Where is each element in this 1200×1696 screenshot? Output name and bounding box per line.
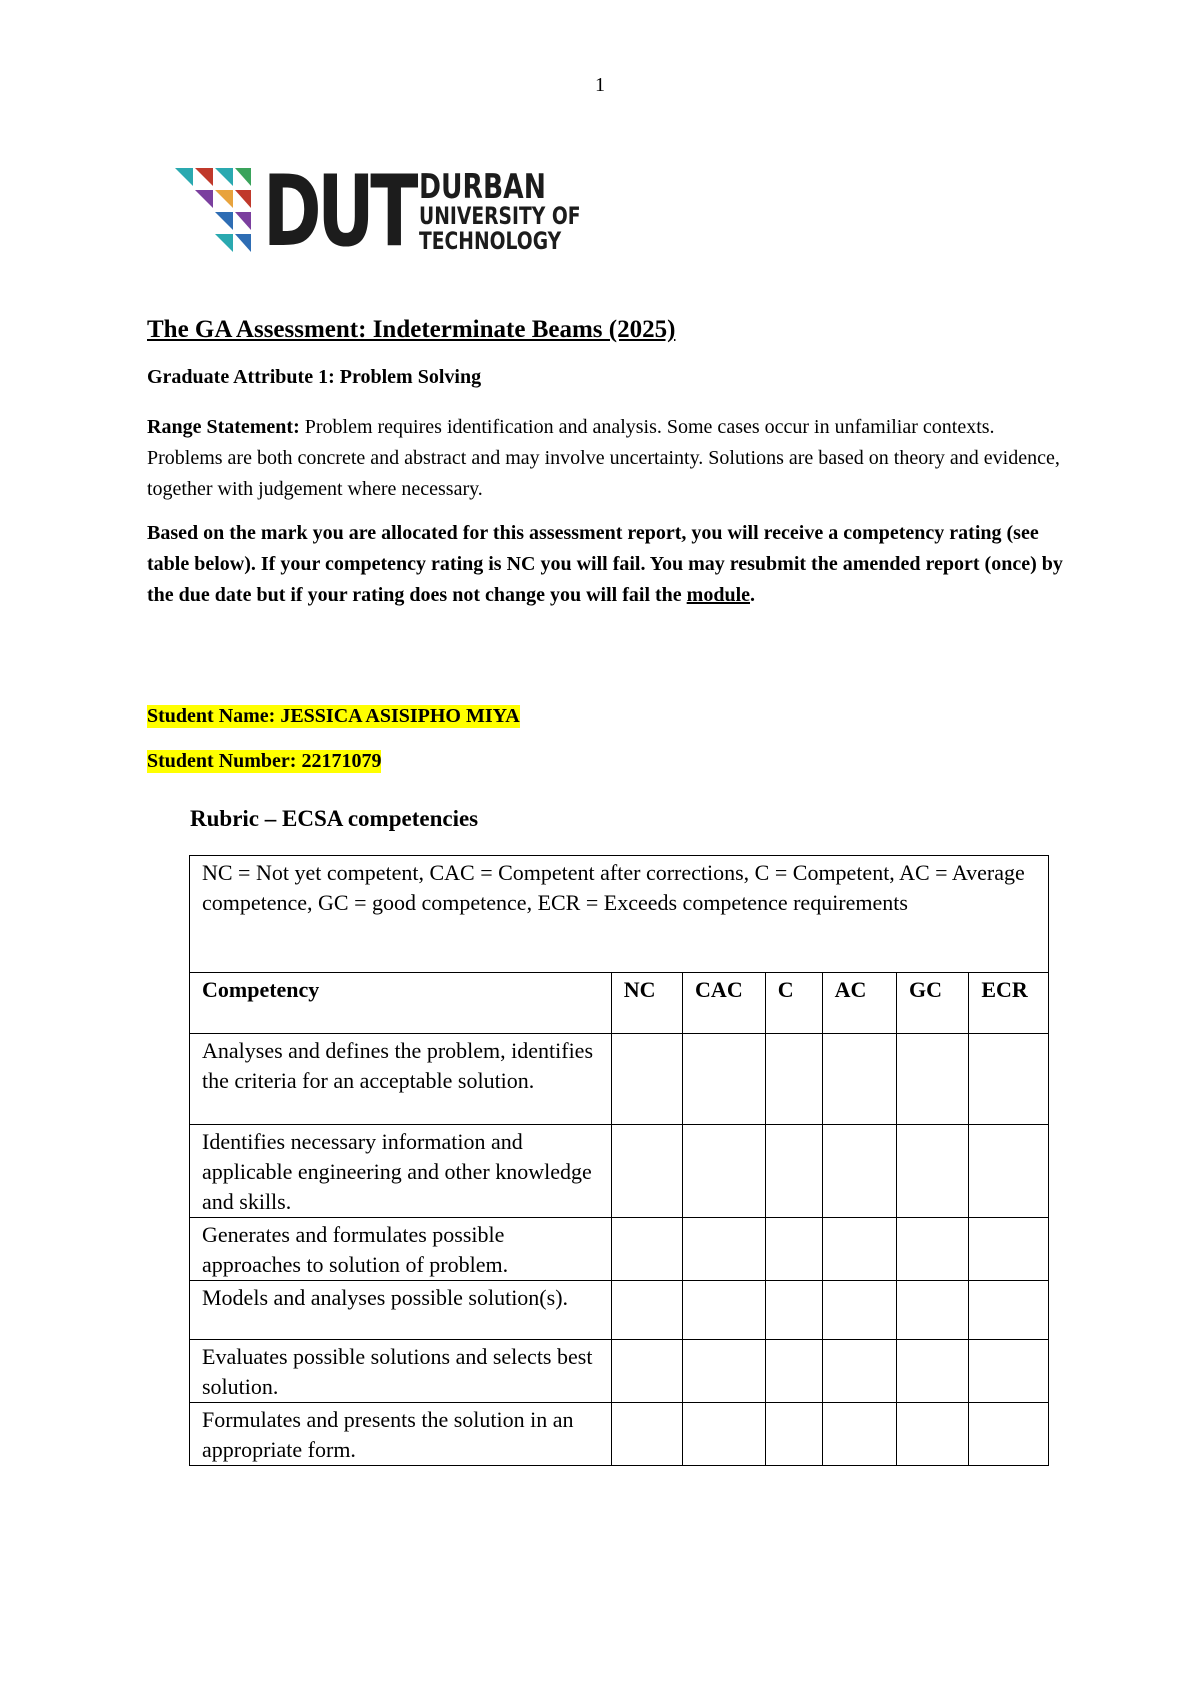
table-row <box>190 1403 1049 1466</box>
logo-mark: DUT <box>263 155 415 269</box>
rating-cell-ecr[interactable] <box>969 1034 1049 1125</box>
rating-cell-c[interactable] <box>765 1125 822 1218</box>
competency-cell: Generates and formulates possible approaches to solution of problem. <box>190 1218 612 1281</box>
rating-cell-nc[interactable] <box>611 1340 682 1403</box>
rubric-table <box>189 855 1049 1466</box>
column-header-nc: NC <box>611 973 682 1034</box>
range-statement-label: Range Statement: <box>147 416 300 438</box>
table-row <box>190 1218 1049 1281</box>
rating-cell-ecr[interactable] <box>969 1403 1049 1466</box>
table-row <box>190 1340 1049 1403</box>
logo-line-1: DURBAN <box>419 167 546 207</box>
rating-cell-gc[interactable] <box>897 1281 969 1340</box>
column-header-ac: AC <box>822 973 896 1034</box>
competency-cell: Analyses and defines the problem, identifies the criteria for an acceptable solution. <box>190 1034 612 1125</box>
student-name: Student Name: JESSICA ASISIPHO MIYA <box>147 705 520 727</box>
column-header-gc: GC <box>897 973 969 1034</box>
rating-cell-cac[interactable] <box>683 1403 766 1466</box>
range-statement <box>147 412 1067 505</box>
rating-cell-c[interactable] <box>765 1403 822 1466</box>
rating-cell-cac[interactable] <box>683 1218 766 1281</box>
rating-cell-nc[interactable] <box>611 1403 682 1466</box>
assessment-notice <box>147 518 1067 611</box>
logo-line-2: UNIVERSITY OF <box>419 202 581 230</box>
competency-cell: Models and analyses possible solution(s). <box>190 1281 612 1340</box>
rubric-heading: Rubric – ECSA competencies <box>190 806 479 831</box>
rating-cell-c[interactable] <box>765 1281 822 1340</box>
rating-cell-c[interactable] <box>765 1340 822 1403</box>
table-row <box>190 1125 1049 1218</box>
logo-wordmark <box>419 167 581 255</box>
document-title: The GA Assessment: Indeterminate Beams (2025) <box>147 316 676 343</box>
rating-cell-c[interactable] <box>765 1218 822 1281</box>
graduate-attribute: Graduate Attribute 1: Problem Solving <box>147 366 482 388</box>
rating-cell-ecr[interactable] <box>969 1218 1049 1281</box>
column-header-competency: Competency <box>190 973 612 1034</box>
column-header-c: C <box>765 973 822 1034</box>
rating-cell-ac[interactable] <box>822 1034 896 1125</box>
range-statement-text: Problem requires identification and analysis. Some cases occur in unfamiliar contexts. Problems are both concrete and abstract and may involve uncertainty. Solutions are based on theory and evidence, together with judgement where necessary. <box>147 416 1060 500</box>
competency-cell: Formulates and presents the solution in an appropriate form. <box>190 1403 612 1466</box>
table-row <box>190 1034 1049 1125</box>
rating-cell-cac[interactable] <box>683 1034 766 1125</box>
rating-cell-nc[interactable] <box>611 1281 682 1340</box>
rating-cell-gc[interactable] <box>897 1125 969 1218</box>
student-number: Student Number: 22171079 <box>147 750 382 772</box>
rating-cell-cac[interactable] <box>683 1125 766 1218</box>
rating-cell-ac[interactable] <box>822 1340 896 1403</box>
rubric-legend: NC = Not yet competent, CAC = Competent after corrections, C = Competent, AC = Average competence, GC = good competence, ECR = Exceeds competence requirements <box>190 856 1049 973</box>
competency-cell: Identifies necessary information and applicable engineering and other knowledge and skills. <box>190 1125 612 1218</box>
table-row <box>190 1281 1049 1340</box>
dut-logo <box>175 155 626 269</box>
logo-line-3: TECHNOLOGY <box>419 227 562 255</box>
rating-cell-ecr[interactable] <box>969 1281 1049 1340</box>
rating-cell-ac[interactable] <box>822 1218 896 1281</box>
rating-cell-nc[interactable] <box>611 1125 682 1218</box>
rating-cell-ac[interactable] <box>822 1281 896 1340</box>
column-header-cac: CAC <box>683 973 766 1034</box>
notice-end: . <box>750 584 756 606</box>
notice-underlined: module <box>686 584 751 606</box>
rating-cell-cac[interactable] <box>683 1340 766 1403</box>
rating-cell-nc[interactable] <box>611 1218 682 1281</box>
rating-cell-gc[interactable] <box>897 1034 969 1125</box>
rating-cell-ecr[interactable] <box>969 1340 1049 1403</box>
rating-cell-nc[interactable] <box>611 1034 682 1125</box>
rating-cell-ecr[interactable] <box>969 1125 1049 1218</box>
competency-cell: Evaluates possible solutions and selects best solution. <box>190 1340 612 1403</box>
rating-cell-gc[interactable] <box>897 1340 969 1403</box>
logo-triangles-icon <box>175 168 251 256</box>
rating-cell-cac[interactable] <box>683 1281 766 1340</box>
notice-text: Based on the mark you are allocated for this assessment report, you will receive a competency rating (see table below). If your competency rating is NC you will fail. You may resubmit the amended report (once) by the due date but if your rating does not change you will fail the <box>147 522 1063 606</box>
rating-cell-c[interactable] <box>765 1034 822 1125</box>
column-header-ecr: ECR <box>969 973 1049 1034</box>
rating-cell-gc[interactable] <box>897 1218 969 1281</box>
rating-cell-ac[interactable] <box>822 1403 896 1466</box>
page-number: 1 <box>595 74 605 96</box>
rating-cell-gc[interactable] <box>897 1403 969 1466</box>
rating-cell-ac[interactable] <box>822 1125 896 1218</box>
